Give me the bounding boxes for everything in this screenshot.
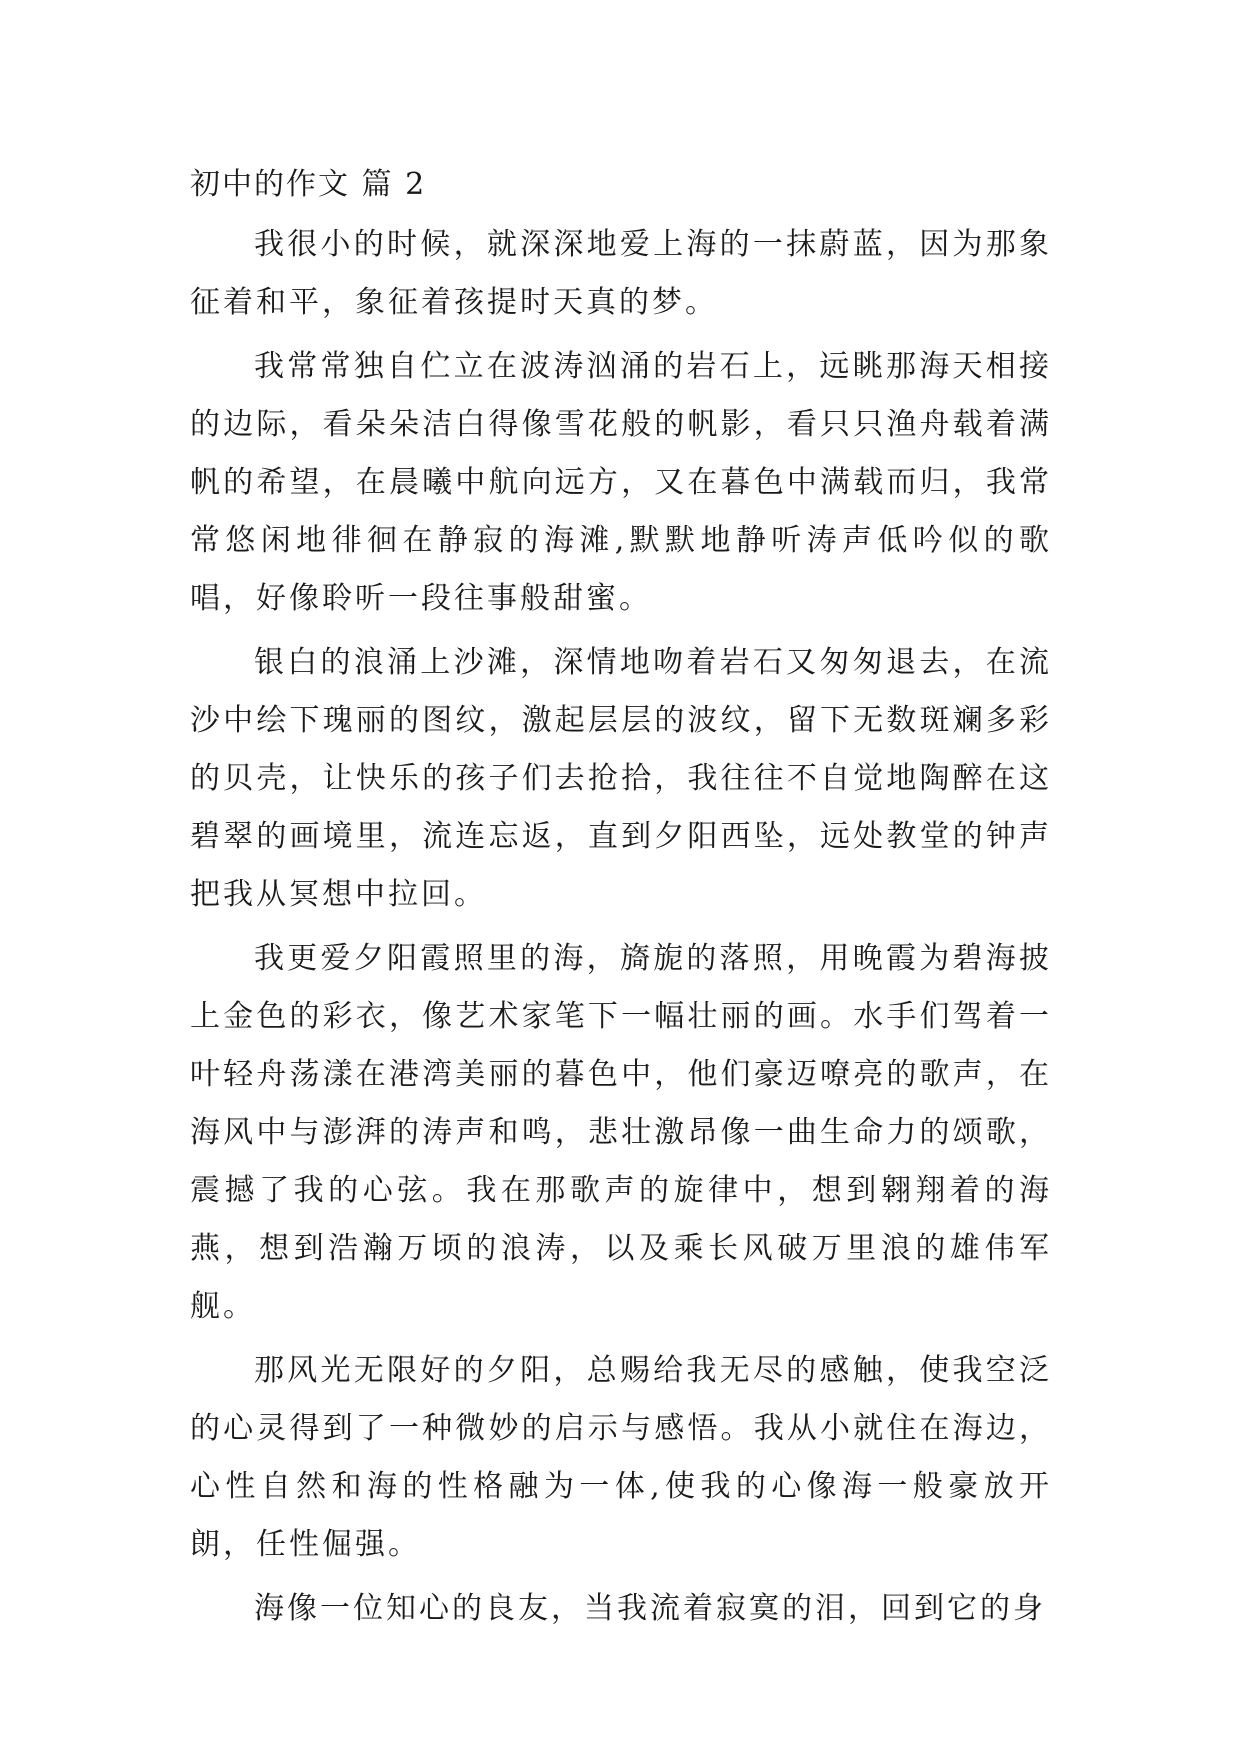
paragraph-4: 我更爱夕阳霞照里的海，旖旎的落照，用晚霞为碧海披上金色的彩衣，像艺术家笔下一幅壮丽的画。水手们驾着一叶轻舟荡漾在港湾美丽的暮色中，他们豪迈嘹亮的歌声，在海风中与澎湃的涛声和鸣，悲壮激昂像一曲生命力的颂歌，震撼了我的心弦。我在那歌声的旋律中，想到翱翔着的海燕，想到浩瀚万顷的浪涛，以及乘长风破万里浪的雄伟军舰。 [190,941,1052,1324]
document-title: 初中的作文 篇 2 [190,167,427,202]
paragraph-5: 那风光无限好的夕阳，总赐给我无尽的感触，使我空泛的心灵得到了一种微妙的启示与感悟。我从小就住在海边，心性自然和海的性格融为一体,使我的心像海一般豪放开朗，任性倔强。 [190,1353,1052,1562]
paragraph-6: 海像一位知心的良友，当我流着寂寞的泪，回到它的身 [254,1591,1046,1626]
paragraph-3: 银白的浪涌上沙滩，深情地吻着岩石又匆匆退去，在流沙中绘下瑰丽的图纹，激起层层的波纹，留下无数斑斓多彩的贝壳，让快乐的孩子们去抢拾，我往往不自觉地陶醉在这碧翠的画境里，流连忘返，直到夕阳西坠，远处教堂的钟声把我从冥想中拉回。 [190,645,1052,912]
paragraph-2: 我常常独自伫立在波涛汹涌的岩石上，远眺那海天相接的边际，看朵朵洁白得像雪花般的帆影，看只只渔舟载着满帆的希望，在晨曦中航向远方，又在暮色中满载而归，我常常悠闲地徘徊在静寂的海滩,默默地静听涛声低吟似的歌唱，好像聆听一段往事般甜蜜。 [190,349,1052,616]
paragraph-1: 我很小的时候，就深深地爱上海的一抹蔚蓝，因为那象征着和平，象征着孩提时天真的梦。 [190,227,1052,320]
document-body [190,164,1052,1638]
